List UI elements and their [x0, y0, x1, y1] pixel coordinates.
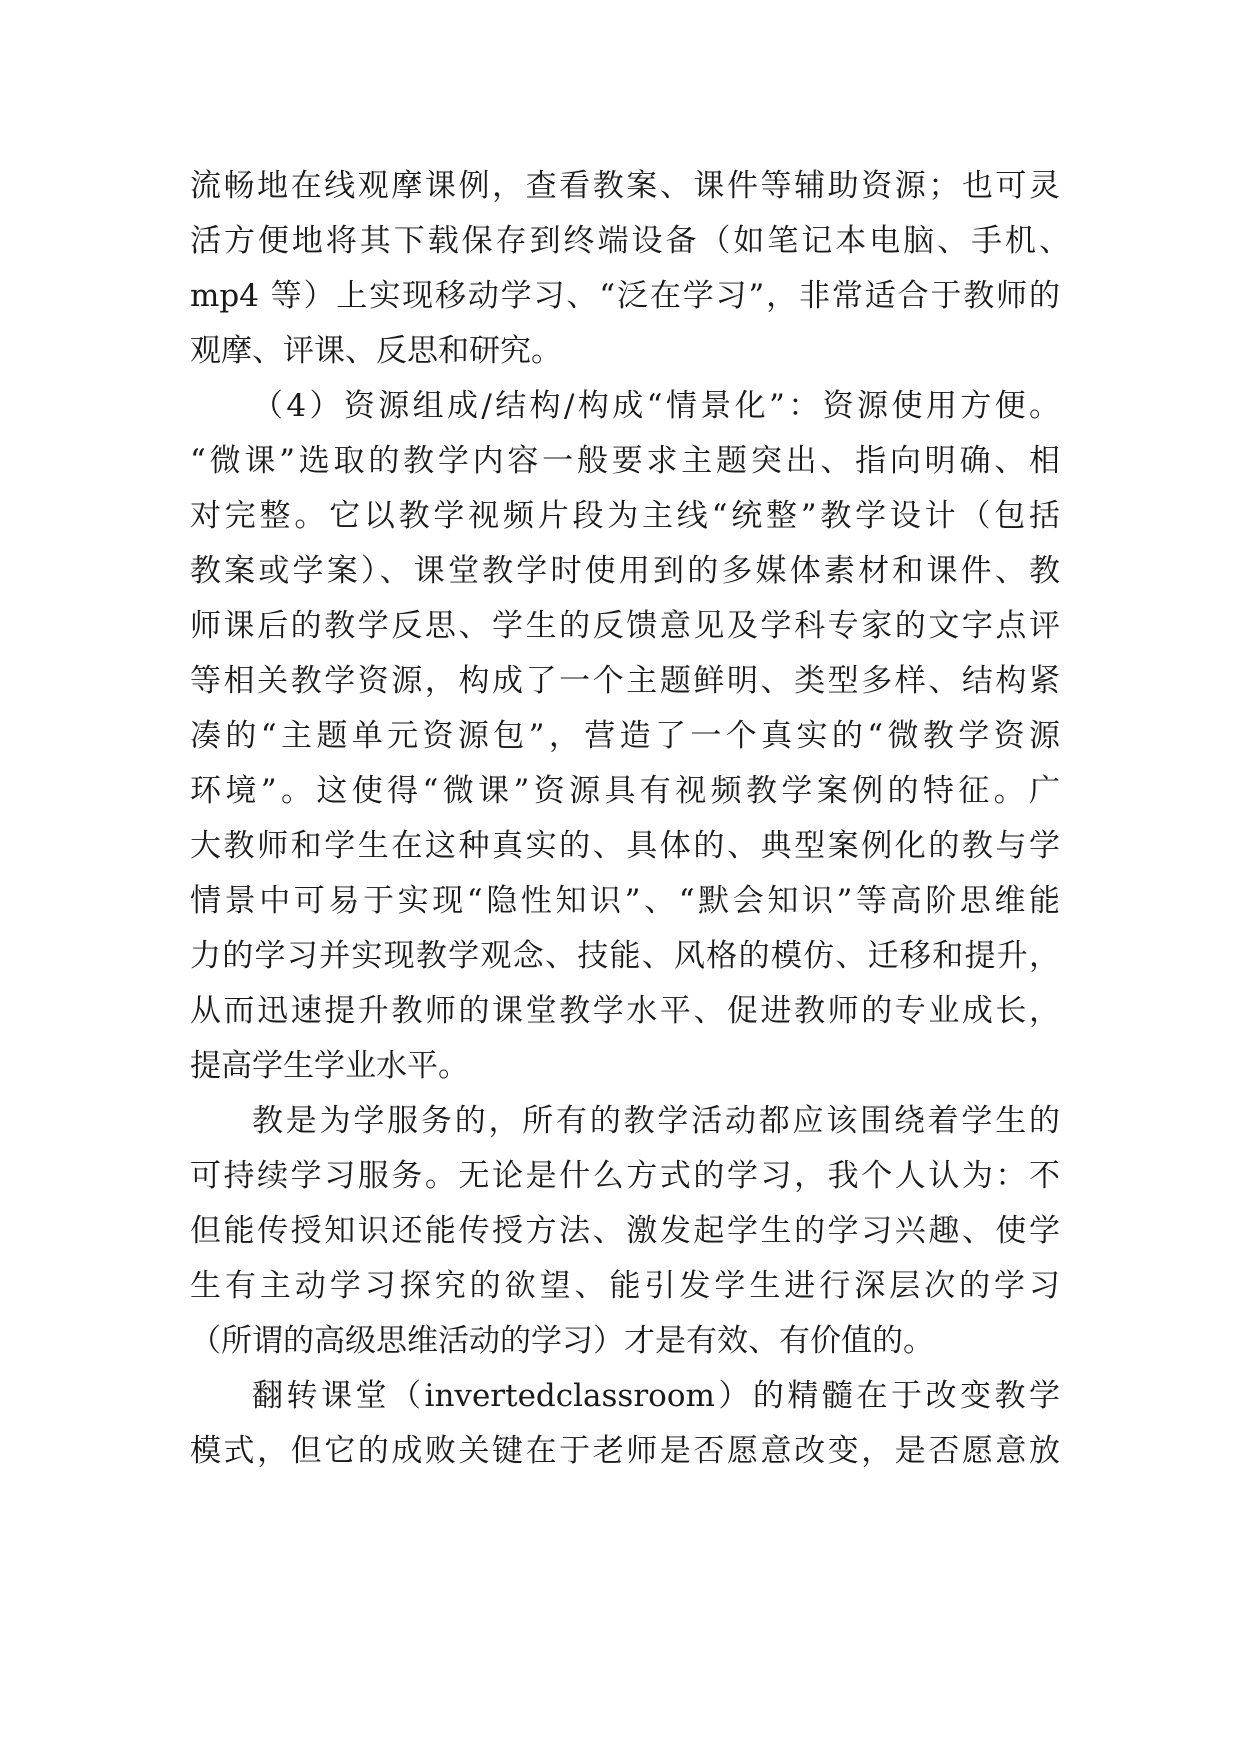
text-line: 活方便地将其下载保存到终端设备（如笔记本电脑、手机、	[190, 223, 1070, 259]
text-line: 翻转课堂（invertedclassroom）的精髓在于改变教学	[252, 1378, 1060, 1414]
text-line: mp4 等）上实现移动学习、“泛在学习”，非常适合于教师的	[190, 278, 1060, 314]
text-line: 凑的“主题单元资源包”，营造了一个真实的“微教学资源	[190, 718, 1060, 754]
text-line: 从而迅速提升教师的课堂教学水平、促进教师的专业成长，	[190, 993, 1060, 1029]
text-line: 师课后的教学反思、学生的反馈意见及学科专家的文字点评	[190, 608, 1060, 644]
text-line: 但能传授知识还能传授方法、激发起学生的学习兴趣、使学	[190, 1213, 1060, 1249]
text-line: 环境”。这使得“微课”资源具有视频教学案例的特征。广	[190, 773, 1060, 809]
text-line: 可持续学习服务。无论是什么方式的学习，我个人认为：不	[190, 1158, 1060, 1194]
text-line: 等相关教学资源，构成了一个主题鲜明、类型多样、结构紧	[190, 663, 1060, 699]
text-line: 大教师和学生在这种真实的、具体的、典型案例化的教与学	[190, 828, 1060, 864]
text-line: 观摩、评课、反思和研究。	[190, 333, 562, 369]
text-line: 提高学生学业水平。	[190, 1048, 469, 1084]
text-line: 情景中可易于实现“隐性知识”、“默会知识”等高阶思维能	[190, 883, 1060, 919]
text-line: 力的学习并实现教学观念、技能、风格的模仿、迁移和提升，	[190, 938, 1060, 974]
text-line: 对完整。它以教学视频片段为主线“统整”教学设计（包括	[190, 498, 1060, 534]
text-line: 流畅地在线观摩课例，查看教案、课件等辅助资源；也可灵	[190, 168, 1060, 204]
text-line: （4）资源组成/结构/构成“情景化”：资源使用方便。	[252, 388, 1060, 424]
text-line: （所谓的高级思维活动的学习）才是有效、有价值的。	[190, 1323, 934, 1359]
text-line: 模式，但它的成败关键在于老师是否愿意改变，是否愿意放	[190, 1433, 1060, 1469]
text-line: 生有主动学习探究的欲望、能引发学生进行深层次的学习	[190, 1268, 1060, 1304]
text-line: “微课”选取的教学内容一般要求主题突出、指向明确、相	[190, 443, 1060, 479]
text-line: 教案或学案）、课堂教学时使用到的多媒体素材和课件、教	[190, 553, 1060, 589]
text-line: 教是为学服务的，所有的教学活动都应该围绕着学生的	[252, 1103, 1060, 1139]
